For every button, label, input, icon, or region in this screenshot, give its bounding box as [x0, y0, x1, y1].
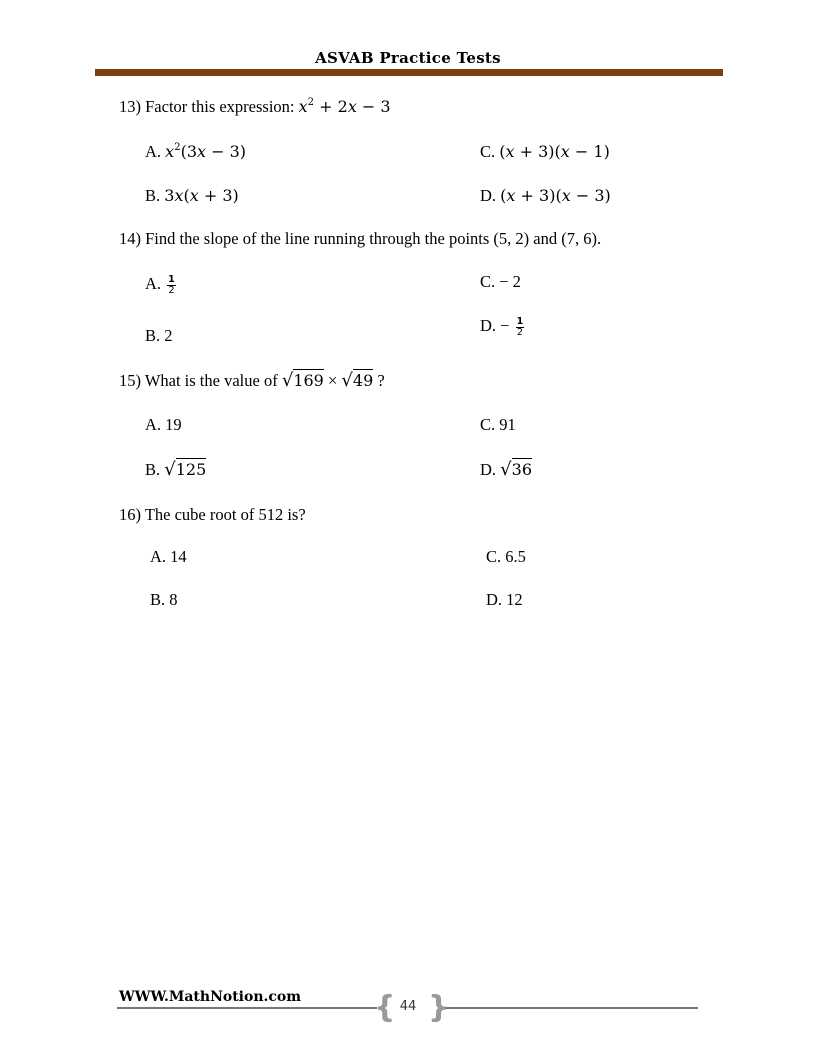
footer-rule-right [440, 1007, 698, 1009]
math-var: x [197, 142, 207, 161]
question-15 [119, 370, 385, 391]
math-part: + 3) [198, 186, 239, 205]
math-var: x [505, 142, 515, 161]
math-part: ( [500, 186, 507, 205]
math-part: 3 [164, 186, 175, 205]
math-part: + 3)( [514, 142, 561, 161]
option-13-b[interactable] [145, 186, 239, 206]
option-math [500, 186, 611, 205]
question-16 [119, 505, 306, 525]
math-part: − 1) [569, 142, 610, 161]
option-16-a[interactable] [150, 547, 187, 567]
square-root [282, 371, 324, 390]
math-exponent: 2 [174, 142, 181, 153]
math-part: + 3)( [515, 186, 562, 205]
header-rule [95, 69, 723, 76]
radical-sign-icon: √ [164, 459, 176, 480]
option-math [164, 186, 239, 205]
fraction-denominator: 2 [516, 326, 523, 338]
math-part: (3 [180, 142, 197, 161]
option-label: D. [480, 186, 501, 205]
math-part: + 2 [314, 97, 348, 116]
option-15-c[interactable] [480, 415, 516, 435]
option-label: A. 14 [150, 547, 187, 566]
option-label: D. [480, 460, 501, 479]
math-exponent: 2 [307, 97, 315, 108]
question-16-stem: 16) The cube root of 512 is? [119, 505, 306, 524]
option-label: C. − 2 [480, 272, 521, 291]
option-16-b[interactable] [150, 590, 178, 610]
page-number: 44 [399, 999, 417, 1014]
option-label: D. 12 [486, 590, 523, 609]
option-14-a[interactable] [145, 274, 176, 296]
math-var: x [189, 186, 199, 205]
question-15-stem-start: 15) What is the value of [119, 371, 282, 390]
option-16-d[interactable] [486, 590, 523, 610]
option-16-c[interactable] [486, 547, 526, 567]
radicand: 36 [511, 460, 533, 479]
times-sign: × [323, 371, 342, 390]
radical-sign-icon: √ [500, 459, 512, 480]
option-label: C. 91 [480, 415, 516, 434]
fraction [167, 275, 176, 296]
fraction-numerator: 1 [516, 315, 524, 327]
fraction [516, 317, 525, 338]
option-13-d[interactable] [480, 186, 611, 206]
right-brace-icon: } [428, 990, 450, 1025]
left-brace-icon: { [374, 990, 396, 1025]
math-var: x [165, 142, 175, 161]
option-14-c[interactable] [480, 272, 521, 292]
footer-rule-left [117, 1007, 377, 1009]
square-root [500, 460, 532, 479]
option-15-b[interactable] [145, 459, 206, 480]
math-var: x [560, 142, 570, 161]
math-part: − 3 [356, 97, 391, 116]
option-label: B. 2 [145, 326, 173, 345]
page-header-title: ASVAB Practice Tests [315, 49, 501, 67]
math-var: x [347, 97, 357, 116]
square-root [164, 460, 206, 479]
option-15-d[interactable] [480, 459, 532, 480]
math-var: x [506, 186, 516, 205]
footer-website: WWW.MathNotion.com [119, 989, 302, 1005]
question-14 [119, 229, 601, 249]
math-part: − 3) [206, 142, 247, 161]
option-label: D. − [480, 316, 514, 335]
option-math [499, 142, 610, 161]
square-root [341, 371, 373, 390]
math-var: x [561, 186, 571, 205]
option-15-a[interactable] [145, 415, 182, 435]
radicand: 169 [293, 371, 324, 390]
option-14-d[interactable] [480, 316, 524, 338]
option-label: A. 19 [145, 415, 182, 434]
math-var: x [298, 97, 308, 116]
radical-sign-icon: √ [281, 370, 294, 391]
math-var: x [174, 186, 184, 205]
option-label: B. [145, 460, 165, 479]
question-14-stem: 14) Find the slope of the line running through the points (5, 2) and (7, 6). [119, 229, 602, 248]
option-14-b[interactable] [145, 326, 173, 346]
radical-sign-icon: √ [341, 370, 353, 391]
question-13 [119, 97, 391, 117]
option-13-c[interactable] [480, 142, 610, 162]
option-math [165, 142, 246, 161]
radicand: 125 [175, 460, 207, 479]
option-label: B. 8 [150, 590, 178, 609]
fraction-numerator: 1 [168, 273, 175, 285]
math-part: ( [183, 186, 190, 205]
question-13-stem: 13) Factor this expression: [119, 97, 299, 116]
option-label: C. 6.5 [486, 547, 526, 566]
math-part: − 3) [570, 186, 611, 205]
option-13-a[interactable] [145, 142, 246, 162]
fraction-denominator: 2 [168, 284, 175, 296]
option-label: A. [145, 142, 166, 161]
option-label: A. [145, 274, 166, 293]
option-label: C. [480, 142, 500, 161]
question-13-expression [299, 97, 391, 116]
radicand: 49 [352, 371, 374, 390]
question-15-stem-end: ? [373, 371, 385, 390]
option-label: B. [145, 186, 165, 205]
math-part: ( [499, 142, 506, 161]
